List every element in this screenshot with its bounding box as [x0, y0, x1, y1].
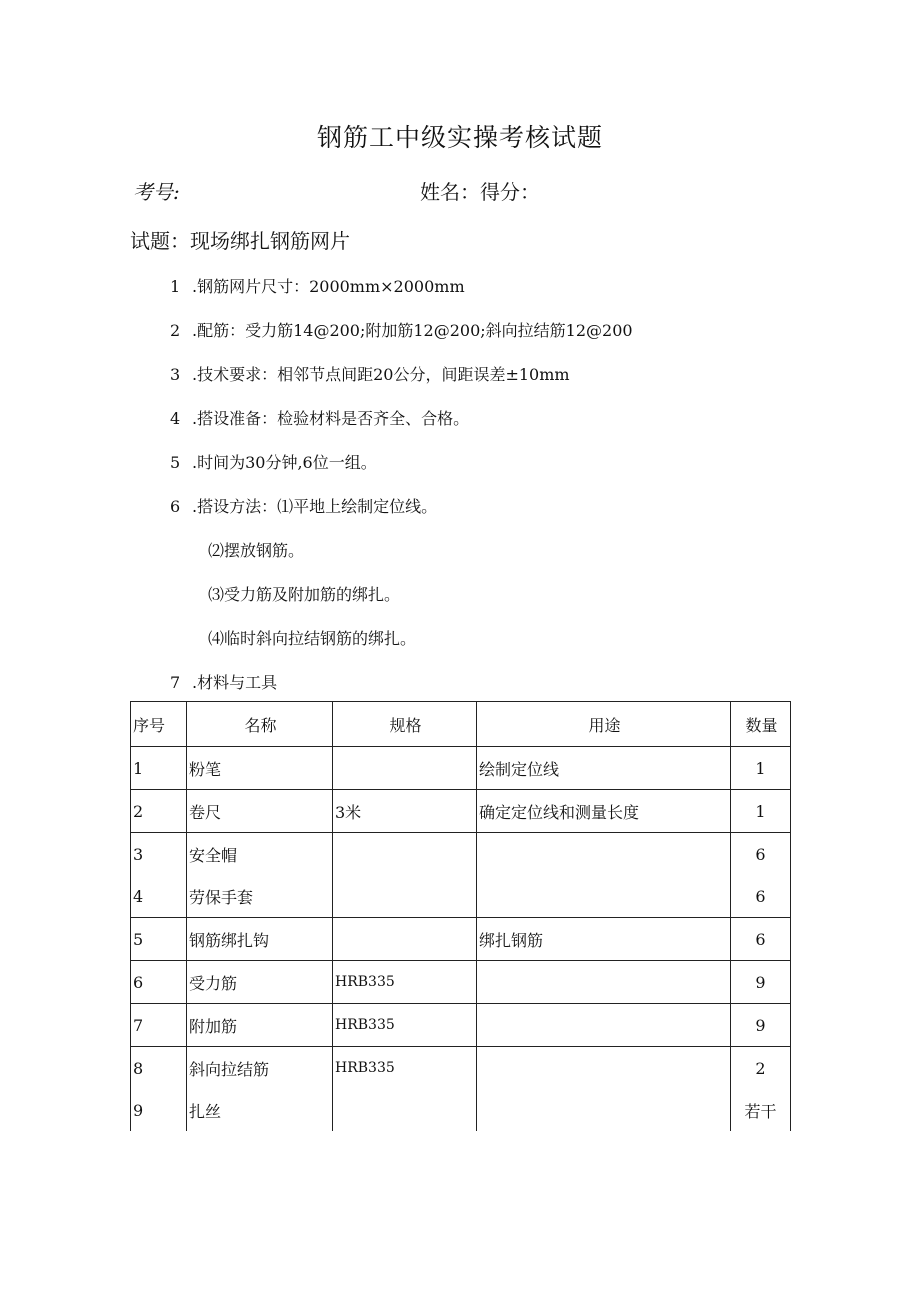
table-row — [131, 1004, 791, 1047]
requirement-item — [170, 362, 570, 385]
requirement-item — [170, 450, 377, 473]
cell-no: 5 — [131, 918, 187, 961]
cell-use: 绑扎钢筋 — [477, 918, 731, 961]
cell-no: 3 — [131, 833, 187, 876]
method-step — [208, 538, 304, 561]
cell-spec: HRB335 — [333, 1004, 477, 1047]
item-number: 6 — [170, 497, 181, 516]
item-number: 4 — [170, 409, 181, 428]
cell-use: 确定定位线和测量长度 — [477, 790, 731, 833]
table-row — [131, 1089, 791, 1131]
table-row — [131, 833, 791, 876]
cell-use: 绘制定位线 — [477, 747, 731, 790]
cell-spec: 3米 — [333, 790, 477, 833]
page-title: 钢筋工中级实操考核试题 — [316, 123, 603, 152]
item-text: ⑷临时斜向拉结钢筋的绑扎。 — [208, 629, 417, 648]
header-no: 序号 — [131, 702, 187, 747]
cell-name: 卷尺 — [187, 790, 333, 833]
cell-spec — [333, 747, 477, 790]
cell-use — [477, 1047, 731, 1090]
materials-table — [130, 701, 791, 1131]
cell-name: 斜向拉结筋 — [187, 1047, 333, 1090]
item-text: .钢筋网片尺寸：2000mm×2000mm — [192, 277, 465, 296]
cell-use — [477, 1004, 731, 1047]
requirement-item — [170, 406, 469, 429]
exam-topic: 试题：现场绑扎钢筋网片 — [130, 229, 350, 253]
exam-number-label: 考号: — [133, 180, 180, 204]
cell-no: 2 — [131, 790, 187, 833]
item-text: ⑶受力筋及附加筋的绑扎。 — [208, 585, 401, 604]
cell-spec — [333, 875, 477, 918]
table-row — [131, 961, 791, 1004]
cell-use — [477, 833, 731, 876]
cell-spec: HRB335 — [333, 961, 477, 1004]
cell-qty: 6 — [731, 875, 791, 918]
table-row — [131, 790, 791, 833]
item-number: 7 — [170, 673, 181, 692]
header-name: 名称 — [187, 702, 333, 747]
cell-name: 钢筋绑扎钩 — [187, 918, 333, 961]
cell-spec: HRB335 — [333, 1047, 477, 1090]
cell-qty: 6 — [731, 833, 791, 876]
cell-no: 9 — [131, 1089, 187, 1131]
cell-qty: 1 — [731, 747, 791, 790]
item-text: .材料与工具 — [192, 673, 278, 692]
cell-spec — [333, 833, 477, 876]
cell-qty: 6 — [731, 918, 791, 961]
cell-name: 安全帽 — [187, 833, 333, 876]
cell-spec — [333, 918, 477, 961]
header-use: 用途 — [477, 702, 731, 747]
item-number: 3 — [170, 365, 181, 384]
item-text: .技术要求：相邻节点间距20公分，间距误差±10mm — [192, 365, 570, 384]
header-qty: 数量 — [731, 702, 791, 747]
item-text: .搭设准备：检验材料是否齐全、合格。 — [192, 409, 470, 428]
cell-no: 1 — [131, 747, 187, 790]
cell-qty: 9 — [731, 961, 791, 1004]
cell-spec — [333, 1089, 477, 1131]
cell-no: 6 — [131, 961, 187, 1004]
table-row — [131, 747, 791, 790]
requirement-item — [170, 670, 277, 693]
cell-name: 劳保手套 — [187, 875, 333, 918]
table-row — [131, 1047, 791, 1090]
method-step — [208, 582, 400, 605]
requirement-item — [170, 494, 437, 517]
cell-qty: 1 — [731, 790, 791, 833]
cell-use — [477, 1089, 731, 1131]
item-text: .配筋：受力筋14@200;附加筋12@200;斜向拉结筋12@200 — [192, 321, 633, 340]
cell-use — [477, 875, 731, 918]
cell-no: 8 — [131, 1047, 187, 1090]
item-number: 5 — [170, 453, 181, 472]
method-step — [208, 626, 416, 649]
cell-name: 粉笔 — [187, 747, 333, 790]
header-spec: 规格 — [333, 702, 477, 747]
table-row — [131, 918, 791, 961]
table-header-row — [131, 702, 791, 747]
cell-no: 7 — [131, 1004, 187, 1047]
name-score-label: 姓名：得分： — [420, 180, 540, 204]
cell-no: 4 — [131, 875, 187, 918]
item-number: 2 — [170, 321, 181, 340]
cell-qty: 9 — [731, 1004, 791, 1047]
table-row — [131, 875, 791, 918]
cell-name: 扎丝 — [187, 1089, 333, 1131]
cell-qty: 若干 — [731, 1089, 791, 1131]
cell-use — [477, 961, 731, 1004]
requirement-item — [170, 318, 633, 341]
cell-name: 受力筋 — [187, 961, 333, 1004]
item-number: 1 — [170, 277, 181, 296]
cell-name: 附加筋 — [187, 1004, 333, 1047]
item-text: .搭设方法：⑴平地上绘制定位线。 — [192, 497, 438, 516]
item-text: .时间为30分钟,6位一组。 — [192, 453, 377, 472]
requirement-item — [170, 274, 465, 297]
item-text: ⑵摆放钢筋。 — [208, 541, 305, 560]
cell-qty: 2 — [731, 1047, 791, 1090]
